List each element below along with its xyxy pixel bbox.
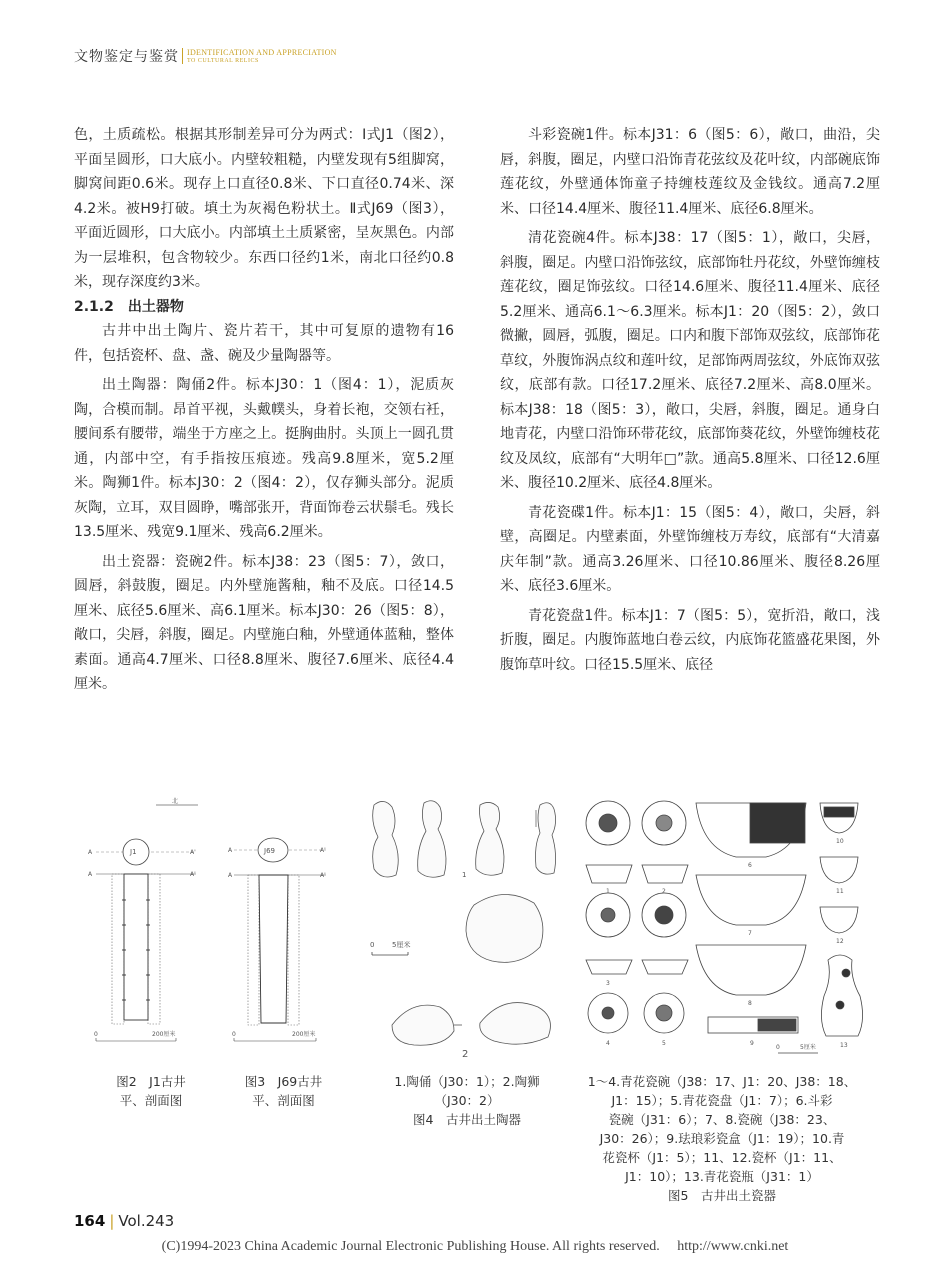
paragraph: 出土陶器：陶俑2件。标本J30：1（图4：1），泥质灰陶，合模而制。昂首平视，头戴幞头，身着长袍，交领右衽，腰间系有腰带，端坐于方座之上。挺胸曲肘。头顶上一圆孔贯通，内部中空，有手指按压痕迹。残高9.8厘米，宽5.2厘米。陶狮1件。标本J30：2（图4：2），仅存狮头部分。泥质灰陶，立耳，双目圆睁，嘴部张开，背面饰卷云状鬃毛。残长13.5厘米、残宽9.1厘米、残高6.2厘米。 [74, 377, 454, 540]
footer-divider: | [109, 1212, 115, 1230]
paragraph: 青花瓷盘1件。标本J1：7（图5：5），宽折沿，敞口，浅折腹，圈足。内腹饰蓝地白卷云纹，内底饰花篮盛花果图，外腹饰草叶纹。口径15.5厘米、底径 [500, 607, 880, 673]
page-number: 164 [74, 1212, 106, 1230]
figure-4-pottery [362, 795, 572, 1065]
scale-label: 200厘米 [152, 1031, 176, 1038]
paragraph: 色，土质疏松。根据其形制差异可分为两式：Ⅰ式J1（图2），平面呈圆形，口大底小。内壁较粗糙，内壁发现有5组脚窝，脚窝间距0.6米。现存上口直径0.8米、下口直径0.74米、深4.2米。被H9打破。填土为灰褐色粉状土。Ⅱ式J69（图3），平面近圆形，口大底小。内部填土土质紧密，呈灰黑色。内部为一层堆积，包含物较少。东西口径约1米，南北口径约0.8米，现存深度约3米。 [74, 127, 454, 290]
lion-head-drawing [392, 894, 550, 1045]
paragraph: 青花瓷碟1件。标本J1：15（图5：4），敞口，尖唇，斜壁，高圈足。内壁素面，外壁饰缠枝万寿纹，底部有“大清嘉庆年制”款。通高3.26厘米、口径10.86厘米、腹径8.26厘米、底径3.6厘米。 [500, 504, 880, 594]
right-text-column [500, 123, 880, 677]
figure-4-caption: 1.陶俑（J30：1）；2.陶狮 （J30：2） 图4 古井出土陶器 [394, 1074, 540, 1127]
scale-zero: 0 [370, 941, 375, 949]
journal-title-en-line2: TO CULTURAL RELICS [187, 57, 259, 64]
item-number: 13 [840, 1042, 848, 1049]
paragraph: 出土瓷器：瓷碗2件。标本J38：23（图5：7），敛口，圆唇，斜鼓腹，圈足。内外壁施酱釉，釉不及底。口径14.5厘米、底径5.6厘米、高6.1厘米。标本J30：26（图5：8），敞口，尖唇，斜腹，圈足。内壁施白釉，外壁通体蓝釉，整体素面。通高4.7厘米、口径8.8厘米、腹径7.6厘米、底径4.4厘米。 [74, 553, 454, 692]
section-label-a: A [228, 847, 233, 854]
item-number: 7 [748, 930, 752, 937]
svg-text:A: A [88, 871, 93, 878]
scale-label: 5厘米 [800, 1044, 816, 1051]
scale-label: 5厘米 [392, 941, 411, 949]
item-number: 1 [606, 888, 610, 895]
figure-5-caption: 1～4.青花瓷碗（J38：17、J1：20、J38：18、 J1：15）；5.青花瓷盘（J1：7）；6.斗彩 瓷碗（J31：6）；7、8.瓷碗（J38：23、 J30：26）；9.珐琅彩瓷盒（J1：19）；10.青 花瓷杯（J1：5）；11、12.瓷杯（J1：11、 J1：10）；13.青花瓷瓶（J31：1） 图5 古井出土瓷器 [587, 1074, 857, 1203]
journal-header [74, 46, 337, 66]
item-number: 4 [606, 1040, 610, 1047]
section-heading: 2.1.2 出土器物 [74, 298, 184, 315]
journal-title-en-line1: IDENTIFICATION AND APPRECIATION [187, 47, 337, 57]
scale-zero: 0 [776, 1044, 780, 1051]
paragraph: 斗彩瓷碗1件。标本J31：6（图5：6），敞口，曲沿，尖唇，斜腹，圈足，内壁口沿饰青花弦纹及花叶纹，内部碗底饰莲花纹，外壁通体饰童子持缠枝莲纹及金钱纹。通高7.2厘米、口径14.4厘米、腹径11.4厘米、底径6.8厘米。 [500, 127, 880, 217]
item-number: 12 [836, 938, 844, 945]
journal-title-en [187, 49, 337, 64]
item-number: 2 [662, 888, 666, 895]
item-number: 11 [836, 888, 844, 895]
svg-text:A': A' [190, 871, 196, 878]
north-label: 北 [172, 798, 179, 805]
section-label-a: A [88, 849, 93, 856]
figure-number-1: 1 [462, 871, 467, 879]
section-label-a-prime: A' [320, 847, 326, 854]
page-footer [74, 1212, 174, 1230]
item-number: 6 [748, 862, 752, 869]
item-number: 10 [836, 838, 844, 845]
figure-3-well-j69 [226, 795, 341, 1050]
figure-5-porcelain [578, 795, 868, 1065]
volume-number: Vol.243 [118, 1212, 175, 1230]
item-number: 8 [748, 1000, 752, 1007]
paragraph: 清花瓷碗4件。标本J38：17（图5：1），敞口，尖唇，斜腹，圈足。内壁口沿饰弦纹，底部饰牡丹花纹，外壁饰缠枝莲花纹，圈足饰弦纹。口径14.6厘米、腹径11.4厘米、底径5.2厘米、通高6.1～6.3厘米。标本J1：20（图5：2），敛口微撇，圆唇，弧腹，圈足。口内和腹下部饰双弦纹，底部饰花草纹，外腹饰涡点纹和莲叶纹，足部饰两周弦纹，外底饰双弦纹，底部有款。口径17.2厘米、底径7.2厘米、高8.0厘米。标本J38：18（图5：3），敞口，尖唇，斜腹，圈足。通身白地青花，内壁口沿饰环带花纹，底部饰葵花纹，外壁饰缠枝花纹及凤纹，底部有“大明年□”款。通高5.8厘米、口径12.6厘米、腹径10.2厘米、底径4.8厘米。 [500, 230, 880, 491]
figurine-drawing [373, 801, 556, 878]
figure-number-2: 2 [462, 1049, 469, 1060]
section-label-a-prime: A' [190, 849, 196, 856]
copyright-notice: (C)1994-2023 China Academic Journal Electronic Publishing House. All rights reserved. http://www.cnki.net [161, 1239, 789, 1254]
journal-title-cn: 文物鉴定与鉴赏 [74, 49, 179, 65]
scale-zero: 0 [94, 1031, 98, 1038]
item-number: 3 [606, 980, 610, 987]
scale-label: 200厘米 [292, 1031, 316, 1038]
left-text-column [74, 123, 454, 697]
svg-text:A: A [228, 872, 233, 879]
svg-text:A': A' [320, 872, 326, 879]
figure-3-caption: 图3 J69古井 平、剖面图 [244, 1074, 323, 1108]
paragraph: 古井中出土陶片、瓷片若干，其中可复原的遗物有16件，包括瓷杯、盘、盏、碗及少量陶器等。 [74, 323, 454, 364]
header-divider [182, 48, 183, 64]
scale-zero: 0 [232, 1031, 236, 1038]
figure-2-caption: 图2 J1古井 平、剖面图 [116, 1074, 186, 1108]
item-number: 9 [750, 1040, 754, 1047]
well-id-label: J69 [264, 847, 275, 855]
item-number: 5 [662, 1040, 666, 1047]
well-id-label: J1 [130, 848, 137, 856]
figure-2-well-j1 [86, 795, 216, 1050]
